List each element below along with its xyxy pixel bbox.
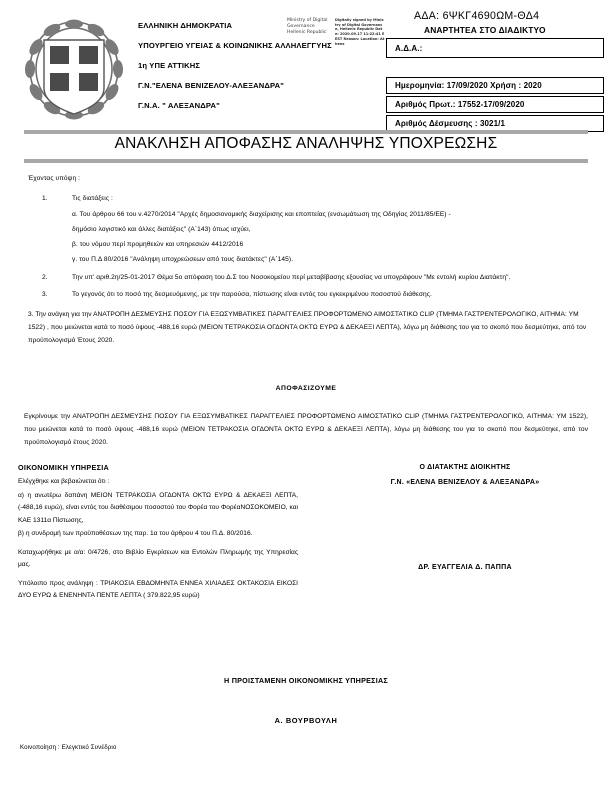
org-line-hospital: Γ.Ν."ΕΛΕΝΑ ΒΕΝΙΖΕΛΟΥ-ΑΛΕΞΑΝΔΡΑ" (138, 81, 285, 91)
org-line-hospital2: Γ.Ν.Α. " ΑΛΕΞΑΝΔΡΑ" (138, 101, 220, 111)
list-item-3 (28, 292, 588, 299)
list-item-1-number: 1. (42, 194, 48, 202)
document-header (0, 0, 612, 128)
authorizer-column (330, 464, 600, 571)
page-title: ΑΝΑΚΛΗΣΗ ΑΠΟΦΑΣΗΣ ΑΝΑΛΗΨΗΣ ΥΠΟΧΡΕΩΣΗΣ (114, 135, 498, 152)
signature-line-3: Hellenic Republic (287, 29, 327, 35)
decision-text: Εγκρίνουμε την ΑΝΑΤΡΟΠΗ ΔΕΣΜΕΥΣΗΣ ΠΟΣΟΥ ΓΙΑ ΕΞΩΣΥΜΒΑΤΙΚΕΣ ΠΑΡΑΓΓΕΛΙΕΣ ΠΡΟΦΟΡΤΩΜΕΝΟ ΑΙΜΟΣΤΑΤΙΚΟ CLIP (ΤΜΗΜΑ ΓΑΣΤΡΕΝΤΕΡΟΛΟΓΙΚΟ, ΑΙΤΗΜΑ: ΥΜ 1522), που μειώνεται κατά το ποσό ύψους -488,16 ευρώ (ΜΕΙΟΝ ΤΕΤΡΑΚΟΣΙΑ ΟΓΔΟΝΤΑ ΟΚΤΩ ΕΥΡΩ & ΔΕΚΑΕΞΙ ΛΕΠΤΑ), λόγω μη διάθεσης του για το σκοπό που δεσμεύτηκε, από τον προϋπολογισμό έτους 2020. (24, 413, 588, 447)
authorizer-title: Ο ΔΙΑΤΑΚΤΗΣ ΔΙΟΙΚΗΤΗΣ (419, 464, 511, 471)
commitment-box: Αριθμός Δέσμευσης : 3021/1 (386, 115, 604, 132)
list-item-1 (28, 192, 588, 205)
digital-signature-stamp (287, 18, 385, 60)
financial-service-column (18, 464, 298, 604)
financial-head-name: Α. ΒΟΥΡΒΟΥΛΗ (274, 716, 338, 725)
title-rule-bottom (24, 159, 588, 163)
signature-authority (287, 18, 333, 36)
signature-detail: Digitally signed by Ministry of Digital Governance, Hellenic Republic Date: 2020.09.17 11:22:41 EEST Reason: Location: Athens (335, 18, 385, 46)
notification-line: Κοινοποίηση : Ελεγκτικό Συνέδριο (20, 744, 117, 751)
financial-clause-a: α) η ανωτέρω δαπάνη ΜΕΙΟΝ ΤΕΤΡΑΚΟΣΙΑ ΟΓΔΟΝΤΑ ΟΚΤΩ ΕΥΡΩ & ΔΕΚΑΕΞΙ ΛΕΠΤΑ,(-488,16 ευρώ), είναι εντός του διαθέσιμου ποσοστού του Φορέα του ΦορέαΝΟΣΟΚΟΜΕΙΟ, και ΚΑΕ 1311α Πίστωσης, (18, 491, 298, 524)
date-box: Ημερομηνία: 17/09/2020 Χρήση : 2020 (386, 77, 604, 94)
provision-b: β. του νόμου περί προμηθειών και υπηρεσιών 4412/2016 (72, 240, 244, 248)
provision-a-line1: α. Του άρθρου 66 του ν.4270/2014 "Αρχές δημοσιονομικής διαχείρισης και εποπτείας (ενσωμάτωση της Οδηγίας 2011/85/ΕΕ) - (72, 210, 451, 218)
financial-clause-b: β) η συνδρομή των προϋποθέσεων της παρ. 1α του άρθρου 4 του Π.Δ. 80/2016. (18, 530, 253, 538)
document-body (28, 176, 588, 347)
ada-code: ΑΔΑ: 6ΨΚΓ4690ΩΜ-ΘΔ4 (414, 10, 540, 22)
financial-registration: Καταχωρήθηκε με α/α: 0/4726, στο Βιβλίο Εγκρίσεων και Εντολών Πληρωμής της Υπηρεσίας μας. (18, 548, 298, 569)
provisions-sublist (28, 212, 588, 264)
financial-service-heading: ΟΙΚΟΝΟΜΙΚΗ ΥΠΗΡΕΣΙΑ (18, 463, 110, 472)
financial-head-title: Η ΠΡΟΙΣΤΑΜΕΝΗ ΟΙΚΟΝΟΜΙΚΗΣ ΥΠΗΡΕΣΙΑΣ (224, 676, 388, 685)
financial-balance: Υπόλοιπο προς ανάληψη : ΤΡΙΑΚΟΣΙΑ ΕΒΔΟΜΗΝΤΑ ΕΝΝΕΑ ΧΙΛΙΑΔΕΣ ΟΚΤΑΚΟΣΙΑ ΕΙΚΟΣΙ ΔΥΟ ΕΥΡΩ & ΕΝΕΝΗΝΤΑ ΠΕΝΤΕ ΛΕΠΤΑ ( 379.822,95 ευρώ) (18, 579, 298, 600)
protocol-box: Αριθμός Πρωτ.: 17552-17/09/2020 (386, 96, 604, 113)
preamble-text: Έχοντας υπόψη : (28, 175, 81, 182)
signature-line-2: Governance (287, 23, 315, 29)
title-rule-top (24, 130, 588, 134)
list-item-3-number: 3. (42, 291, 48, 299)
authorizer-name: ΔΡ. ΕΥΑΓΓΕΛΙΑ Δ. ΠΑΠΠΑ (418, 564, 512, 571)
need-paragraph: 3. Την ανάγκη για την ΑΝΑΤΡΟΠΗ ΔΕΣΜΕΥΣΗΣ ΠΟΣΟΥ ΓΙΑ ΕΞΩΣΥΜΒΑΤΙΚΕΣ ΠΑΡΑΓΓΕΛΙΕΣ ΠΡΟΦΟΡΤΩΜΕΝΟ ΑΙΜΟΣΤΑΤΙΚΟ CLIP (ΤΜΗΜΑ ΓΑΣΤΡΕΝΤΕΡΟΛΟΓΙΚΟ, ΑΙΤΗΜΑ: ΥΜ 1522) , που μειώνεται κατά το ποσό ύψους -488,16 ευρώ (ΜΕΙΟΝ ΤΕΤΡΑΚΟΣΙΑ ΟΓΔΟΝΤΑ ΟΚΤΩ ΕΥΡΩ & ΔΕΚΑΕΞΙ ΛΕΠΤΑ), λόγω μη διάθεσης του για το σκοπό που δεσμεύτηκε, από τον προϋπολογισμό Έτους 2020. (28, 310, 587, 344)
authorizer-org: Γ.Ν. «ΕΛΕΝΑ ΒΕΝΙΖΕΛΟΥ & ΑΛΕΞΑΝΔΡΑ» (390, 479, 540, 486)
list-item-1-text: Τις διατάξεις : (72, 194, 113, 202)
signature-line-1: Ministry of Digital (287, 18, 328, 23)
provision-c: γ. του Π.Δ 80/2016 "Ανάληψη υποχρεώσεων από τους διατάκτες" (Α΄145). (72, 255, 294, 263)
decision-heading: ΑΠΟΦΑΣΙΖΟΥΜΕ (275, 385, 337, 392)
org-line-republic: ΕΛΛΗΝΙΚΗ ΔΗΜΟΚΡΑΤΙΑ (138, 21, 233, 30)
financial-checked-line: Ελέγχθηκε και βεβαιώνεται ότι : (18, 478, 110, 486)
hellenic-republic-coat-of-arms-icon (22, 16, 126, 122)
org-line-ype: 1η ΥΠΕ ΑΤΤΙΚΗΣ (138, 61, 201, 71)
ada-box: Α.Δ.Α.: (386, 38, 604, 58)
provision-a-line2: δημόσιο λογιστικό και άλλες διατάξεις" (Α΄143) όπως ισχύει, (72, 225, 251, 233)
list-item-2-text: Την υπ' αριθ.2η/25-01-2017 Θέμα 5ο απόφαση του Δ.Σ του Νοσοκομείου περί μεταβίβασης εξουσίας να υπογράφουν "Με εντολή κυρίου Διατάκτη". (72, 273, 511, 281)
org-line-ministry: ΥΠΟΥΡΓΕΙΟ ΥΓΕΙΑΣ & ΚΟΙΝΩΝΙΚΗΣ ΑΛΛΗΛΕΓΓΥΗΣ (138, 41, 332, 51)
list-item-2-number: 2. (42, 273, 48, 281)
list-item-3-text: Το γεγονός ότι το ποσό της δεσμευόμενης, με την παρούσα, πίστωσης είναι εντός του εγκεκριμένου ποσοστού διάθεσης. (72, 291, 432, 299)
anartitea-notice: ΑΝΑΡΤΗΤΕΑ ΣΤΟ ΔΙΑΔΙΚΤΥΟ (424, 25, 546, 35)
list-item-2 (28, 272, 588, 284)
